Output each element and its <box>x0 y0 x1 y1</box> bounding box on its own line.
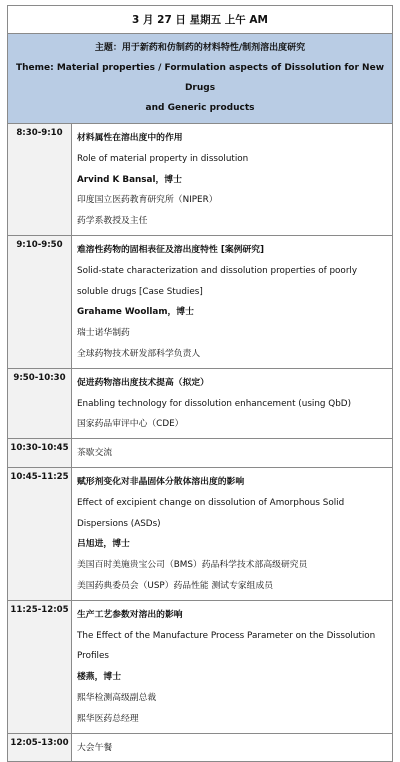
session-affiliation: 熙华医药总经理 <box>77 713 139 724</box>
session-speaker: Grahame Woollam，博士 <box>77 307 194 318</box>
session-row <box>8 236 392 369</box>
session-time: 12:05-13:00 <box>8 734 72 762</box>
session-title-en: Role of material property in dissolution <box>77 153 249 164</box>
session-title-cn: 难溶性药物的固相表征及溶出度特性 [案例研究] <box>77 244 265 255</box>
session-time: 11:25-12:05 <box>8 601 72 733</box>
session-title-en: Effect of excipient change on dissolution of Amorphous Solid <box>77 497 345 508</box>
session-content <box>72 468 392 600</box>
session-row <box>8 124 392 236</box>
session-row <box>8 369 392 439</box>
session-speaker: 吕旭进，博士 <box>77 539 130 550</box>
session-time: 10:30-10:45 <box>8 439 72 467</box>
session-row <box>8 468 392 601</box>
session-title-cn: 促进药物溶出度技术提高（拟定） <box>77 377 209 388</box>
session-time: 9:10-9:50 <box>8 236 72 368</box>
session-title-en: Dispersions (ASDs) <box>77 518 161 529</box>
date-header: 3 月 27 日 星期五 上午 AM <box>8 6 392 34</box>
session-title-en: The Effect of the Manufacture Process Parameter on the Dissolution <box>77 630 376 641</box>
session-title-cn: 茶歇交流 <box>77 448 113 459</box>
session-time: 8:30-9:10 <box>8 124 72 235</box>
session-title-en: Solid-state characterization and dissolution properties of poorly <box>77 265 358 276</box>
session-time: 9:50-10:30 <box>8 369 72 438</box>
session-title-en: Enabling technology for dissolution enhancement (using QbD) <box>77 398 352 409</box>
session-row <box>8 601 392 734</box>
theme-banner <box>8 34 392 124</box>
session-affiliation: 熙华检测高级副总裁 <box>77 692 157 703</box>
session-speaker: 楼燕，博士 <box>77 672 121 683</box>
session-content <box>72 236 392 368</box>
session-affiliation: 美国百时美施贵宝公司（BMS）药品科学技术部高级研究员 <box>77 560 308 571</box>
session-time: 10:45-11:25 <box>8 468 72 600</box>
theme-title-en-1: Theme: Material properties / Formulation aspects of Dissolution for New Drugs <box>15 63 385 93</box>
session-content <box>72 439 392 467</box>
theme-title-cn: 主题：用于新药和仿制药的材料特性/制剂溶出度研究 <box>94 43 306 53</box>
session-affiliation: 国家药品审评中心（CDE） <box>77 419 184 430</box>
session-affiliation: 全球药物技术研发部科学负责人 <box>77 348 201 359</box>
session-content <box>72 734 392 762</box>
session-affiliation: 瑞士诺华制药 <box>77 328 130 339</box>
session-content <box>72 369 392 438</box>
session-affiliation: 药学系教授及主任 <box>77 216 148 227</box>
session-list <box>8 124 392 761</box>
theme-title-en-2: and Generic products <box>145 103 255 113</box>
session-title-cn: 材料属性在溶出度中的作用 <box>77 133 183 143</box>
session-row <box>8 734 392 762</box>
session-content <box>72 601 392 733</box>
session-title-cn: 大会午餐 <box>77 742 113 753</box>
session-title-cn: 生产工艺参数对溶出的影响 <box>77 609 183 620</box>
agenda-table <box>7 5 393 762</box>
session-affiliation: 印度国立医药教育研究所（NIPER） <box>77 195 218 206</box>
session-affiliation: 美国药典委员会（USP）药品性能 测试专家组成员 <box>77 580 274 591</box>
session-row <box>8 439 392 468</box>
session-title-cn: 赋形剂变化对非晶固体分散体溶出度的影响 <box>77 476 245 487</box>
session-speaker: Arvind K Bansal，博士 <box>77 174 182 185</box>
session-title-en: soluble drugs [Case Studies] <box>77 286 203 297</box>
session-title-en: Profiles <box>77 651 109 662</box>
session-content <box>72 124 392 235</box>
